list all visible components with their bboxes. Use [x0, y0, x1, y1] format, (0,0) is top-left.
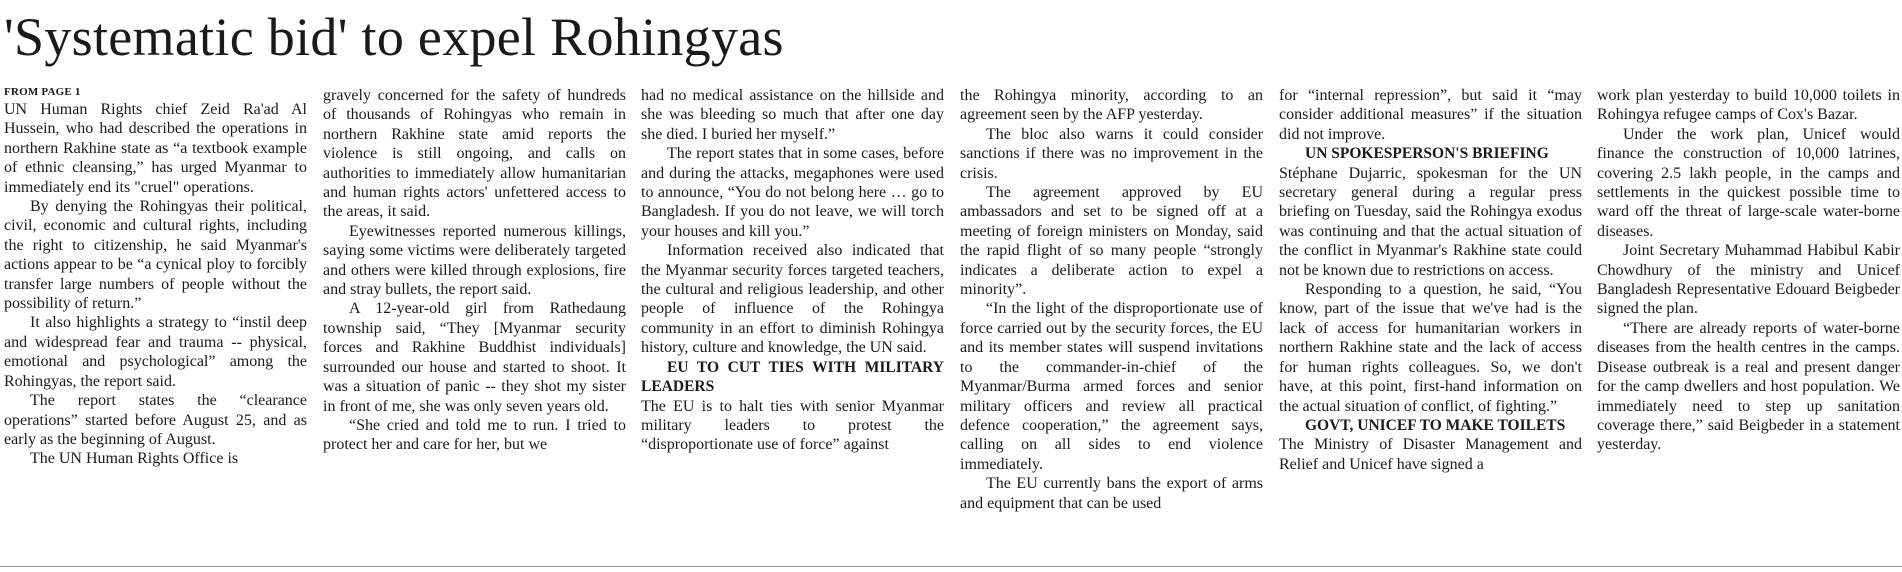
paragraph: Information received also indicated that the Myanmar security forces targeted teachers, the cultural and religious leadership, and other people of influence of the Rohingya community in an effort to diminish Rohingya history, culture and knowledge, the UN said. [641, 242, 944, 357]
article-body [0, 86, 1902, 550]
column-6 [1597, 86, 1900, 550]
paragraph: had no medical assistance on the hillside and she was bleeding so much that after one day she died. I buried her myself.” [641, 87, 944, 143]
paragraph: By denying the Rohingyas their political, civil, economic and cultural rights, including the right to citizenship, he said Myanmar's actions appear to be “a cynical ploy to forcibly transfer large numbers of people without the possibility of return.” [4, 198, 307, 313]
paragraph: “There are already reports of water-borne diseases from the health centres in the camps. Disease outbreak is a real and present danger for the camp dwellers and host population. We immediately need to step up sanitation coverage there,” said Beigbeder in a statement yesterday. [1597, 319, 1900, 454]
paragraph: Responding to a question, he said, “You know, part of the issue that we've had is the lack of access for humanitarian workers in northern Rakhine state and the lack of access for human rights colleagues. So, we don't have, at this point, first-hand information on the actual situation of conflict, of fighting.” [1279, 281, 1582, 415]
column-1 [4, 86, 307, 550]
paragraph: The Ministry of Disaster Management and Relief and Unicef have signed a [1279, 436, 1582, 473]
headline: 'Systematic bid' to expel Rohingyas [4, 7, 784, 67]
subheading: EU TO CUT TIES WITH MILITARY LEADERS [641, 358, 944, 396]
column-2 [323, 86, 626, 550]
paragraph: “In the light of the disproportionate use of force carried out by the security forces, the EU and its member states will suspend invitations to the commander-in-chief of the Myanmar/Burma armed forces and senior military officers and review all practical defence cooperation,” the agreement says, calling on all sides to end violence immediately. [960, 300, 1263, 473]
paragraph: for “internal repression”, but said it “may consider additional measures” if the situation did not improve. [1279, 87, 1582, 143]
paragraph: Stéphane Dujarric, spokesman for the UN secretary general during a regular press briefing on Tuesday, said the Rohingya exodus was continuing and that the actual situation of the conflict in Myanmar's Rakhine state could not be known due to restrictions on access. [1279, 164, 1582, 279]
paragraph: It also highlights a strategy to “instil deep and widespread fear and trauma -- physical, emotional and psychological” among the Rohingyas, the report said. [4, 314, 307, 390]
subheading: GOVT, UNICEF TO MAKE TOILETS [1305, 416, 1566, 434]
paragraph: The report states the “clearance operations” started before August 25, and as early as the beginning of August. [4, 392, 307, 448]
paragraph: The EU currently bans the export of arms and equipment that can be used [960, 475, 1263, 512]
column-4 [960, 86, 1263, 550]
paragraph: The UN Human Rights Office is [30, 450, 239, 468]
paragraph: the Rohingya minority, according to an agreement seen by the AFP yesterday. [960, 87, 1263, 124]
paragraph: The EU is to halt ties with senior Myanmar military leaders to protest the “disproportionate use of force” against [641, 397, 944, 454]
paragraph: The bloc also warns it could consider sanctions if there was no improvement in the crisis. [960, 125, 1263, 182]
column-5 [1279, 86, 1582, 550]
paragraph: Eyewitnesses reported numerous killings, saying some victims were deliberately targeted and others were killed through explosions, fire and stray bullets, the report said. [323, 222, 626, 299]
dateline: FROM PAGE 1 [4, 86, 81, 98]
bottom-rule [0, 566, 1902, 567]
paragraph: A 12-year-old girl from Rathedaung township said, “They [Myanmar security forces and Rakhine Buddhist individuals] surrounded our house and started to shoot. It was a situation of panic -- they shot my sister in front of me, she was only seven years old. [323, 300, 626, 415]
paragraph: Joint Secretary Muhammad Habibul Kabir Chowdhury of the ministry and Unicef Bangladesh Representative Edouard Beigbeder signed the plan. [1597, 242, 1900, 318]
column-3 [641, 86, 944, 550]
subheading: UN SPOKESPERSON'S BRIEFING [1305, 145, 1549, 163]
paragraph: work plan yesterday to build 10,000 toilets in Rohingya refugee camps of Cox's Bazar. [1597, 87, 1900, 124]
paragraph: Under the work plan, Unicef would finance the construction of 10,000 latrines, covering 2.5 lakh people, in the camps and settlements in the quickest possible time to ward off the threat of large-scale water-borne diseases. [1597, 125, 1900, 240]
paragraph: “She cried and told me to run. I tried to protect her and care for her, but we [323, 416, 626, 454]
paragraph: UN Human Rights chief Zeid Ra'ad Al Hussein, who had described the operations in northern Rakhine state as “a textbook example of ethnic cleansing,” has urged Myanmar to immediately end its "cruel" operations. [4, 101, 307, 196]
paragraph: The report states that in some cases, before and during the attacks, megaphones were used to announce, “You do not belong here … go to Bangladesh. If you do not leave, we will torch your houses and kill you.” [641, 145, 944, 240]
paragraph: The agreement approved by EU ambassadors and set to be signed off at a meeting of foreign ministers on Monday, said the rapid flight of so many people “strongly indicates a deliberate action to expel a minority”. [960, 184, 1263, 299]
paragraph: gravely concerned for the safety of hundreds of thousands of Rohingyas who remain in northern Rakhine state amid reports the violence is still ongoing, and calls on authorities to immediately allow humanitarian and human rights actors' unfettered access to the areas, it said. [323, 87, 626, 221]
